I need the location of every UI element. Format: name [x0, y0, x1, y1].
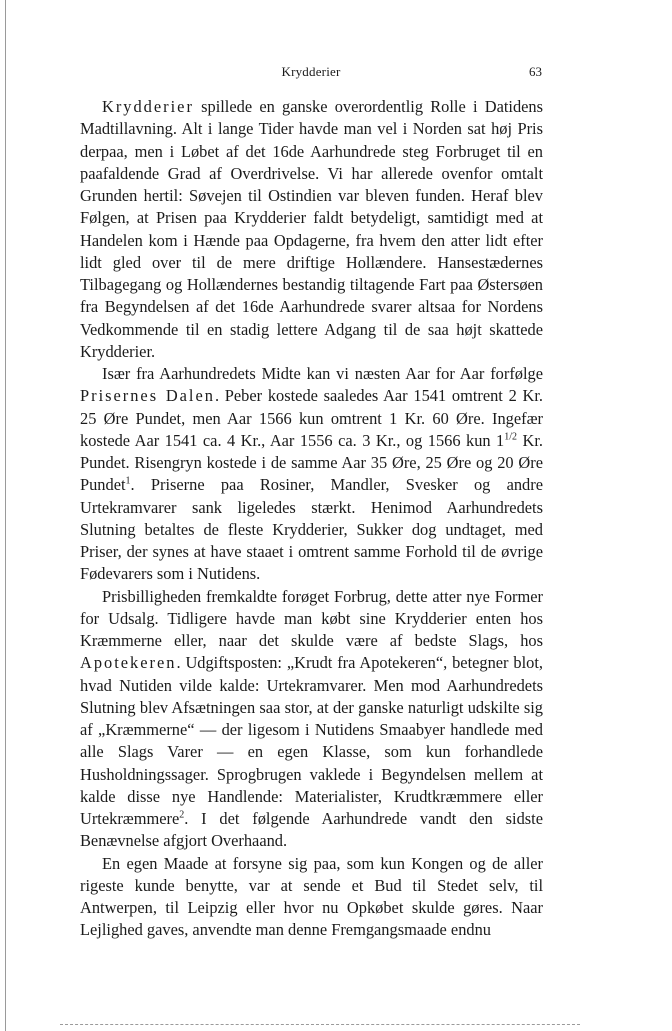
paragraph-text: Især fra Aarhundredets Midte kan vi næsten Aar for Aar forfølge [102, 364, 543, 383]
paragraph-text: . Priserne paa Rosiner, Mandler, Svesker og andre Urtekramvarer sank ligeledes stærkt. Henimod Aarhundredets Slutning betaltes de fleste Krydderier, Sukker dog undtaget, med Priser, der synes at have staaet i omtrent samme Forhold til de øvrige Fødevarers som i Nutidens. [80, 475, 543, 584]
paragraph-text: . Peber kostede saaledes Aar 1541 omtrent 2 Kr. 25 Øre Pundet, men Aar 1566 kun omtrent 1 Kr. 60 Øre. Ingefær kostede Aar 1541 ca. 4 Kr., Aar 1556 ca. 3 Kr., og 1566 kun 1 [80, 386, 544, 450]
spaced-term: Prisernes Dalen [80, 386, 215, 406]
fraction: 1/2 [504, 431, 518, 443]
paragraph-text: . Udgiftsposten: „Krudt fra Apotekeren“, betegner blot, hvad Nutiden vilde kalde: Urtekramvarer. Men mod Aarhundredets Slutning blev Afsætningen saa stor, at der ganske naturligt udskilte sig af „Kræmmerne“ — der ligesom i Nutidens Smaabyer handlede med alle Slags Varer — en egen Klasse, som kun forhandlede Husholdningssager. Sprogbrugen vaklede i Begyndelsen mellem at kalde disse nye Handlende: Materialister, Krudtkræmmere eller Urtekræmmere [80, 653, 543, 828]
footnote-ref: 1 [125, 475, 131, 487]
paragraph-text: Prisbilligheden fremkaldte forøget Forbrug, dette atter nye Former for Udsalg. Tidligere havde man købt sine Krydderier enten hos Kræmmerne eller, naar det skulde være af bedste Slags, hos [80, 586, 543, 650]
footnote-ref: 2 [179, 809, 185, 821]
running-header [80, 64, 542, 82]
bottom-edge-line [60, 1024, 580, 1025]
paragraph-text: . I det følgende Aarhundrede vandt den sidste Benævnelse afgjort Overhaand. [80, 809, 543, 851]
spaced-term: Apotekeren [80, 653, 177, 673]
body-text [80, 96, 543, 942]
paragraph-1 [80, 96, 543, 363]
paragraph-text: spillede en ganske overordentlig Rolle i Datidens Madtillavning. Alt i lange Tider havde man vel i Norden sat høj Pris derpaa, men i Løbet af det 16de Aarhundrede steg Forbruget til en paafaldende Grad af Overdrivelse. Vi har allerede ovenfor omtalt Grunden hertil: Søvejen til Ostindien var bleven funden. Heraf blev Følgen, at Prisen paa Krydderier faldt betydeligt, samtidigt med at Handelen kom i Hænde paa Opdagerne, fra hvem den atter lidt efter lidt gled over til de mere driftige Hollændere. Hansestædernes Tilbagegang og Hollændernes bestandig tiltagende Fart paa Østersøen fra Begyndelsen af det 16de Aarhundrede svarer altsaa for Nordens Vedkommende til en stadig lettere Adgang til de saa højt skattede Krydderier. [80, 97, 543, 361]
spaced-term: Krydderier [102, 97, 194, 116]
paragraph-text: Kr. Pundet. Risengryn kostede i de samme Aar 35 Øre, 25 Øre og 20 Øre Pundet [80, 430, 543, 495]
paragraph-2 [80, 363, 543, 586]
page-edge-line [5, 0, 6, 1031]
paragraph-4 [80, 853, 543, 942]
running-title: Krydderier [281, 64, 341, 79]
paragraph-text: En egen Maade at forsyne sig paa, som kun Kongen og de aller rigeste kunde benytte, var at sende et Bud til Stedet selv, til Antwerpen, til Leipzig eller hvor nu Opkøbet skulde gøres. Naar Lejlighed gaves, anvendte man denne Fremgangsmaade endnu [80, 853, 543, 940]
page-number: 63 [529, 64, 542, 79]
paragraph-3 [80, 586, 543, 853]
